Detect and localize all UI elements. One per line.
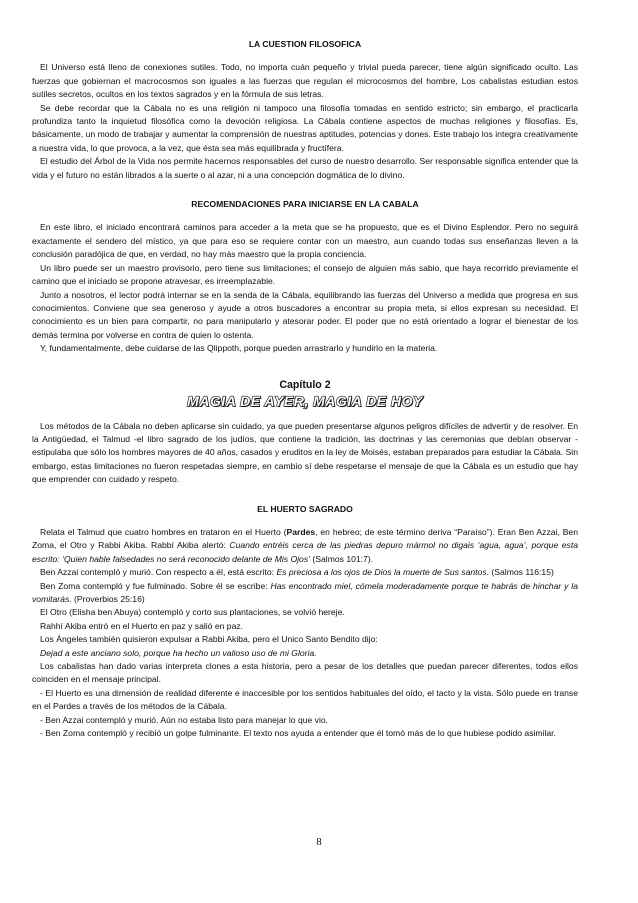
text-run: . (Proverbios 25:16) — [69, 594, 145, 604]
paragraph: En este libro, el iniciado encontrará caminos para acceder a la meta que se ha propuesto, que es el Divino Esplendor. Pero no seguirá exactamente el sendero del místico, ya que para eso se requiere contar con un maestro, aun cuando todas sus enseñanzas lleven a la conclusión paradójica de que, en verdad, no hay más maestro que la propia conciencia. — [32, 222, 578, 260]
text-run: Ben Zoma contempló y fue fulminado. Sobre él se escribe: — [40, 580, 271, 591]
section-heading-huerto: EL HUERTO SAGRADO — [257, 503, 353, 514]
section-heading-recomendaciones: RECOMENDACIONES PARA INICIARSE EN LA CABALA — [191, 199, 419, 210]
paragraph: Se debe recordar que la Cábala no es una religión ni tampoco una filosofía tomadas en sentido estricto; sin embargo, el practicarla profundiza tanto la inquietud filosófica como la devoción religiosa. La Cábala contiene aspectos de muchas religiones y filosofías. Es, básicamente, un modo de trabajar y aumentar la comprensión de nuestras aptitudes, potencias y dones. Este trabajo los integra creativamente a nuestra vida, lo que provoca, a la vez, que ésta sea más equilibrada y fructífera. — [32, 102, 578, 153]
paragraph: Los métodos de la Cábala no deben aplicarse sin cuidado, ya que pueden presentarse algunos peligros difíciles de advertir y de resolver. En la Antigüedad, el Talmud -el libro sagrado de los judíos, que contiene la tradición, las doctrinas y las ceremonias que debían observar -estipulaba que sólo los hombres mayores de 40 años, casados y eruditos en la ley de Moisés, estaban preparados para estudiar la Cábala. Sin embargo, estas limitaciones no fueron respetadas siempre, en cambio sí debe respetarse el mensaje de que la Cábala es un estudio que hay que emprender con cuidado y respeto. — [32, 420, 578, 485]
paragraph: Un libro puede ser un maestro provisorio, pero tiene sus limitaciones; el consejo de alguien más sabio, que haya recorrido previamente el camino que el iniciado se propone atravesar, es irreemplazable. — [32, 262, 578, 287]
paragraph: Los cabalistas han dado varias interpreta clones a esta historia, pero a pesar de los detalles que puedan parecer diferentes, todos ellos coinciden en el mensaje principal. — [32, 661, 578, 685]
term-pardes: Pardes — [286, 526, 316, 537]
paragraph: Rahhí Akiba entró en el Huerto en paz y salió en paz. — [40, 620, 244, 631]
quote-paragraph: Dejad a este anciano solo, porque ha hecho un valioso uso de mi Gloria. — [40, 647, 317, 658]
text-run: (Salmos 101:7). — [310, 553, 374, 564]
paragraph — [32, 580, 578, 607]
text-run: . (Salmos 116:15) — [486, 567, 554, 578]
paragraph: El estudio del Árbol de la Vida nos permite hacernos responsables del curso de nuestro desarrollo. Ser responsable significa entender que la vida y el futuro no están librados a la suerte o al azar, ni a una concepción dogmática de lo divino. — [32, 156, 578, 180]
paragraph: El Otro (Elisha ben Abuya) contempló y corto sus plantaciones, se volvió hereje. — [40, 607, 345, 618]
text-run: , en hebreo; de este término deriva “Paraíso”). Eran Ben Azzai, Ben Zoma, el Otro y Rabbi Akiba. Rabbí Akiba alertó: — [32, 526, 578, 551]
paragraph: - Ben Zoma contempló y recibió un golpe fulminante. El texto nos ayuda a entender que él tomó más de lo que hubiese podido asimilar. — [40, 728, 556, 739]
quote-text: Es preciosa a los ojos de Dios la muerte de Sus santos — [276, 567, 487, 578]
paragraph — [32, 566, 578, 579]
chapter-label: Capítulo 2 — [279, 378, 331, 391]
page-number: 8 — [316, 836, 322, 848]
quote-text: Has encontrado miel, cómela moderadamente porque te habrás de hinchar y la vomitarás — [32, 580, 578, 604]
text-run: Relata el Talmud que cuatro hombres en trataron en el Huerto ( — [40, 526, 287, 537]
document-page — [32, 38, 578, 740]
paragraph: Los Ángeles también quisieron expulsar a Rabbi Akiba, pero el Unico Santo Bendito dijo: — [40, 634, 378, 645]
paragraph: Junto a nosotros, el lector podrá internar se en la senda de la Cábala, equilibrando las fuerzas del Universo a medida que progresa en sus conocimientos. Conviene que sea generoso y ayude a otros buscadores a encontrar su propia meta, si ellos expresan su necesidad. El conocimiento es un bien para compartir, no para manipularlo y atesorar poder. El poder que no está orientado a lograr el bienestar de los demás termina por volverse en contra de quien lo ostenta. — [32, 289, 578, 340]
text-run: Ben Azzai contempló y murió. Con respecto a él, está escrito: — [40, 567, 277, 578]
paragraph: - Ben Azzai contempló y murió. Aún no estaba listo para manejar lo que vio. — [40, 714, 329, 725]
paragraph: El Universo está lleno de conexiones sutiles. Todo, no importa cuán pequeño y trivial pueda parecer, tiene algún significado oculto. Las fuerzas que gobiernan el macrocosmos son iguales a las fuerzas que regulan el microcosmos del hombre, Los cabalistas estudian estos sutiles secretos, ocultos en los textos sagrados y en la fórmula de sus letras. — [32, 62, 578, 100]
paragraph: Y, fundamentalmente, debe cuidarse de las Qlippoth, porque pueden arrastrarlo y hundirlo en la materia. — [40, 343, 438, 354]
quote-text: Cuando entréis cerca de las piedras depuro mármol no digais ‘agua, agua’, porque esta escrito: ‘Quien hable falsedades no será reconocido delante de Mis Ojos’ — [32, 540, 578, 564]
chapter-title: MAGIA DE AYER, MAGIA DE HOY — [187, 392, 423, 409]
section-heading-filosofica: LA CUESTION FILOSOFICA — [248, 39, 362, 49]
paragraph — [32, 526, 578, 566]
paragraph: - El Huerto es una dimensión de realidad diferente e inaccesible por los sentidos habituales del oído, el tacto y la vista. Sólo puede en transe en el Pardes a través de los métodos de la Cábala. — [32, 687, 578, 712]
